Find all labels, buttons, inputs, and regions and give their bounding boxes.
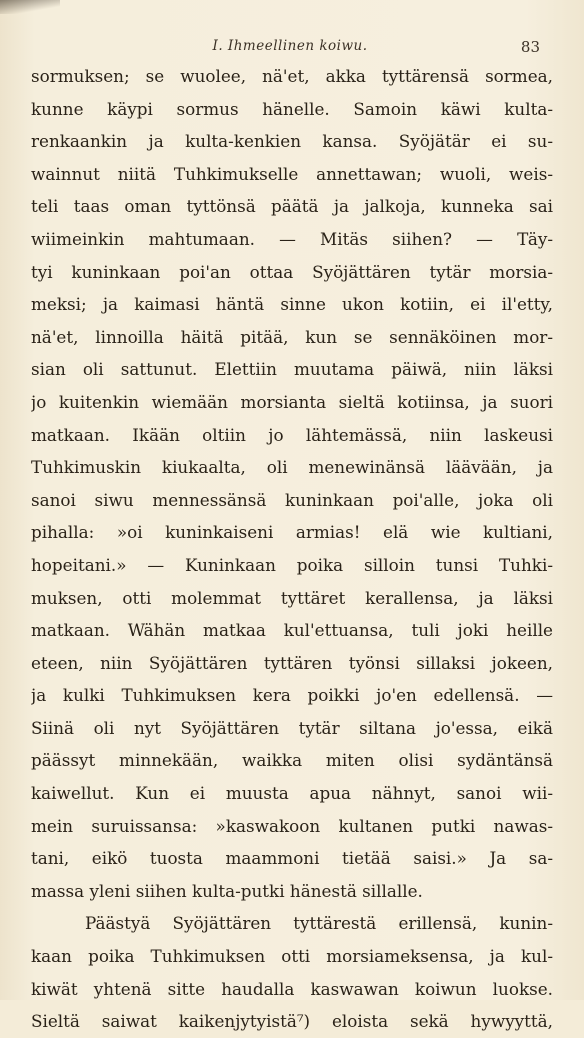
text-line: renkaankin ja kulta-kenkien kansa. Syöjätär ei su- <box>31 131 553 152</box>
text-line: Sieltä saiwat kaikenjytyistä⁷) eloista sekä hywyyttä, <box>31 1011 553 1032</box>
text-line: matkaan. Ikään oltiin jo lähtemässä, niin laskeusi <box>31 424 553 445</box>
text-line: sormuksen; se wuolee, nä'et, akka tyttärensä sormea, <box>31 66 553 86</box>
page-corner-shadow <box>0 0 60 14</box>
text-line: kaan poika Tuhkimuksen otti morsiameksensa, ja kul- <box>31 946 553 967</box>
text-line: Siinä oli nyt Syöjättären tytär siltana jo'essa, eikä <box>31 717 553 738</box>
text-line: eteen, niin Syöjättären tyttären työnsi sillaksi jokeen, <box>31 652 553 673</box>
text-line: kaiwellut. Kun ei muusta apua nähnyt, sanoi wii- <box>31 783 553 804</box>
running-title: I. Ihmeellinen koiwu. <box>212 38 368 54</box>
text-line: kiwät yhtenä sitte haudalla kaswawan koiwun luokse. <box>31 978 553 999</box>
text-line: sian oli sattunut. Elettiin muutama päiwä, niin läksi <box>31 359 553 380</box>
text-line: mein suruissansa: »kaswakoon kultanen putki nawas- <box>31 815 553 836</box>
text-line: nä'et, linnoilla häitä pitää, kun se sennäköinen mor- <box>31 326 553 347</box>
text-line: sanoi siwu mennessänsä kuninkaan poi'alle, joka oli <box>31 489 553 510</box>
text-line: tani, eikö tuosta maammoni tietää saisi.» Ja sa- <box>31 848 553 869</box>
text-line: päässyt minnekään, waikka miten olisi sydäntänsä <box>31 750 553 771</box>
text-line: tyi kuninkaan poi'an ottaa Syöjättären tytär morsia- <box>31 261 553 282</box>
text-line: wiimeinkin mahtumaan. — Mitäs siihen? — Täy- <box>31 228 553 249</box>
body-text <box>31 60 553 1038</box>
text-line: wainnut niitä Tuhkimukselle annettawan; wuoli, weis- <box>31 163 553 184</box>
text-line: kunne käypi sormus hänelle. Samoin käwi kulta- <box>31 98 553 119</box>
text-line: matkaan. Wähän matkaa kul'ettuansa, tuli joki heille <box>31 620 553 641</box>
text-line: massa yleni siihen kulta-putki hänestä sillalle. <box>31 880 423 901</box>
text-line: ja kulki Tuhkimuksen kera poikki jo'en edellensä. — <box>31 685 553 706</box>
text-line: hopeitani.» — Kuninkaan poika silloin tunsi Tuhki- <box>31 554 553 575</box>
page-number: 83 <box>520 38 540 56</box>
text-line: teli taas oman tyttönsä päätä ja jalkoja, kunneka sai <box>31 196 553 217</box>
text-line: jo kuitenkin wiemään morsianta sieltä kotiinsa, ja suori <box>31 391 553 412</box>
text-line: Päästyä Syöjättären tyttärestä erillensä, kunin- <box>85 913 553 934</box>
text-line: Tuhkimuskin kiukaalta, oli menewinänsä läävään, ja <box>31 457 553 478</box>
text-line: pihalla: »oi kuninkaiseni armias! elä wie kultiani, <box>31 522 553 543</box>
text-line: muksen, otti molemmat tyttäret kerallensa, ja läksi <box>31 587 553 608</box>
page-header <box>40 38 540 62</box>
text-line: meksi; ja kaimasi häntä sinne ukon kotiin, ei il'etty, <box>31 294 553 315</box>
